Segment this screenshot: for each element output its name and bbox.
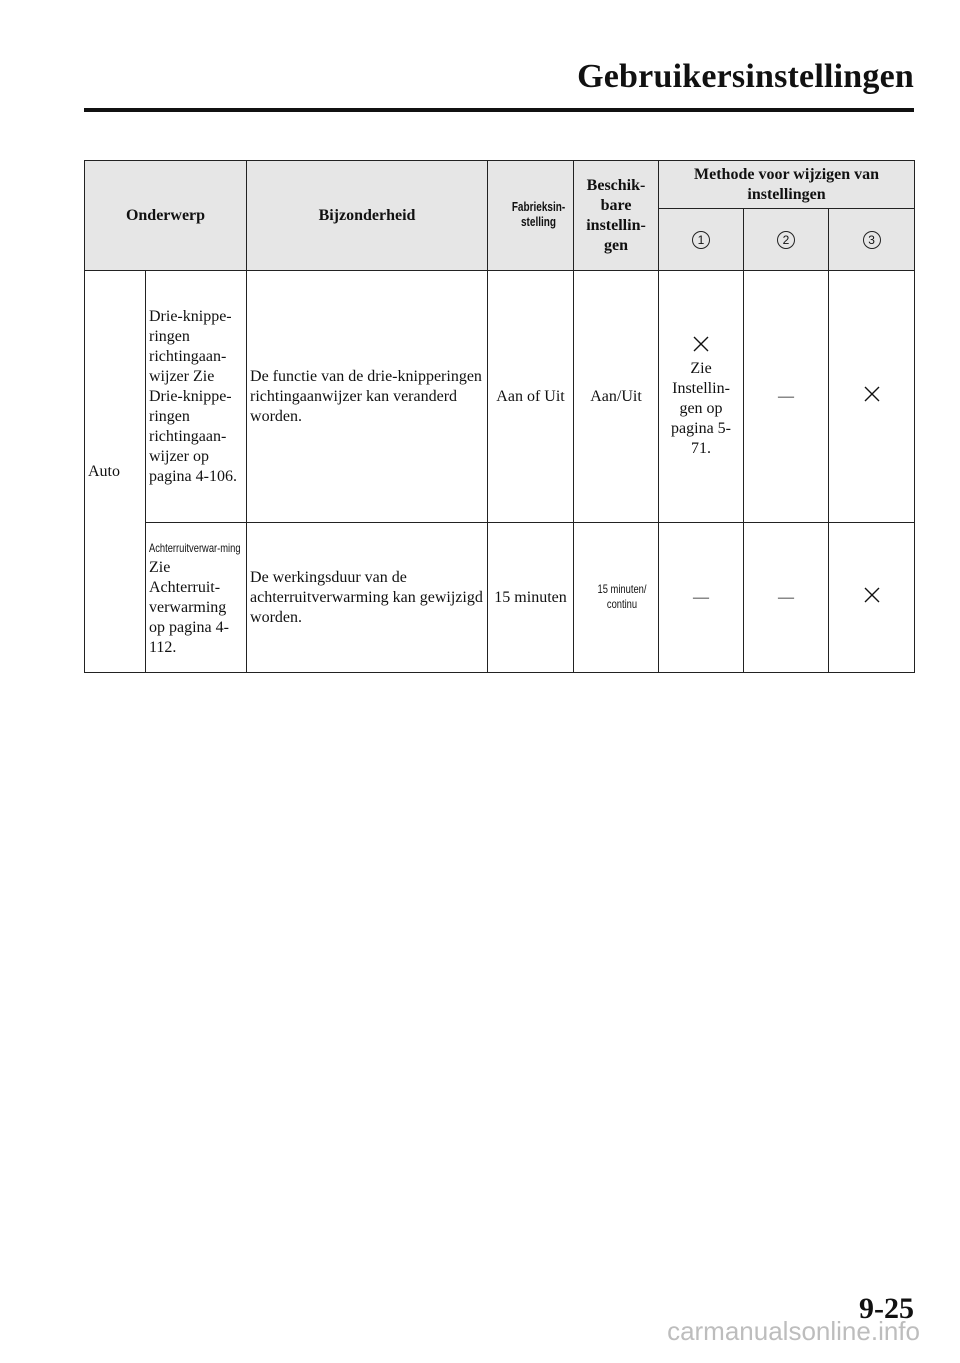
- row2-method-1: —: [659, 523, 744, 673]
- header-method-1: [659, 209, 744, 271]
- row1-method-2: —: [744, 271, 829, 523]
- header-method: Methode voor wijzigen van instellingen: [659, 161, 915, 209]
- row2-item-title: Achterruitverwar-ming: [149, 540, 241, 555]
- row2-detail: De werkingsduur van de achterruitverwarming kan gewijzigd worden.: [247, 523, 488, 673]
- header-factory: [488, 161, 574, 271]
- row1-factory: Aan of Uit: [488, 271, 574, 523]
- row1-detail: De functie van de drie-knipperingen richtingaanwijzer kan veranderd worden.: [247, 271, 488, 523]
- header-factory-label: Fabrieksin-stelling: [511, 199, 566, 229]
- table-row: [85, 523, 915, 673]
- header-rule: [84, 108, 914, 112]
- row1-method-1: [659, 271, 744, 523]
- header-detail: Bijzonderheid: [247, 161, 488, 271]
- circled-number-3: 3: [863, 231, 881, 249]
- row1-method-3: [829, 271, 915, 523]
- row1-item: Drie-knippe-ringen richtingaan-wijzer Zie Drie-knippe-ringen richtingaan-wijzer op pagina 4-106.: [146, 271, 247, 523]
- table-row: [85, 271, 915, 523]
- header-method-2: [744, 209, 829, 271]
- page-title: Gebruikersinstellingen: [577, 58, 914, 95]
- page-number: 9-25: [859, 1292, 914, 1325]
- row1-available: Aan/Uit: [574, 271, 659, 523]
- row2-available-text: 15 minuten/ continu: [597, 581, 647, 611]
- header-available: Beschik-bare instellin-gen: [574, 161, 659, 271]
- cross-icon: [863, 586, 881, 604]
- header-subject: Onderwerp: [85, 161, 247, 271]
- circled-number-2: 2: [777, 231, 795, 249]
- settings-table: [84, 160, 915, 673]
- row2-item-text: Zie Achterruit-verwarming op pagina 4-112.: [149, 558, 229, 656]
- group-label: Auto: [85, 271, 146, 673]
- row1-method-1-text: Zie Instellin-gen op pagina 5-71.: [671, 359, 731, 457]
- row2-method-3: [829, 523, 915, 673]
- watermark: carmanualsonline.info: [667, 1316, 920, 1346]
- header-method-3: [829, 209, 915, 271]
- row2-available: [574, 523, 659, 673]
- row2-item: [146, 523, 247, 673]
- cross-icon: [692, 335, 710, 353]
- cross-icon: [863, 385, 881, 403]
- row2-factory: 15 minuten: [488, 523, 574, 673]
- circled-number-1: 1: [692, 231, 710, 249]
- row2-method-2: —: [744, 523, 829, 673]
